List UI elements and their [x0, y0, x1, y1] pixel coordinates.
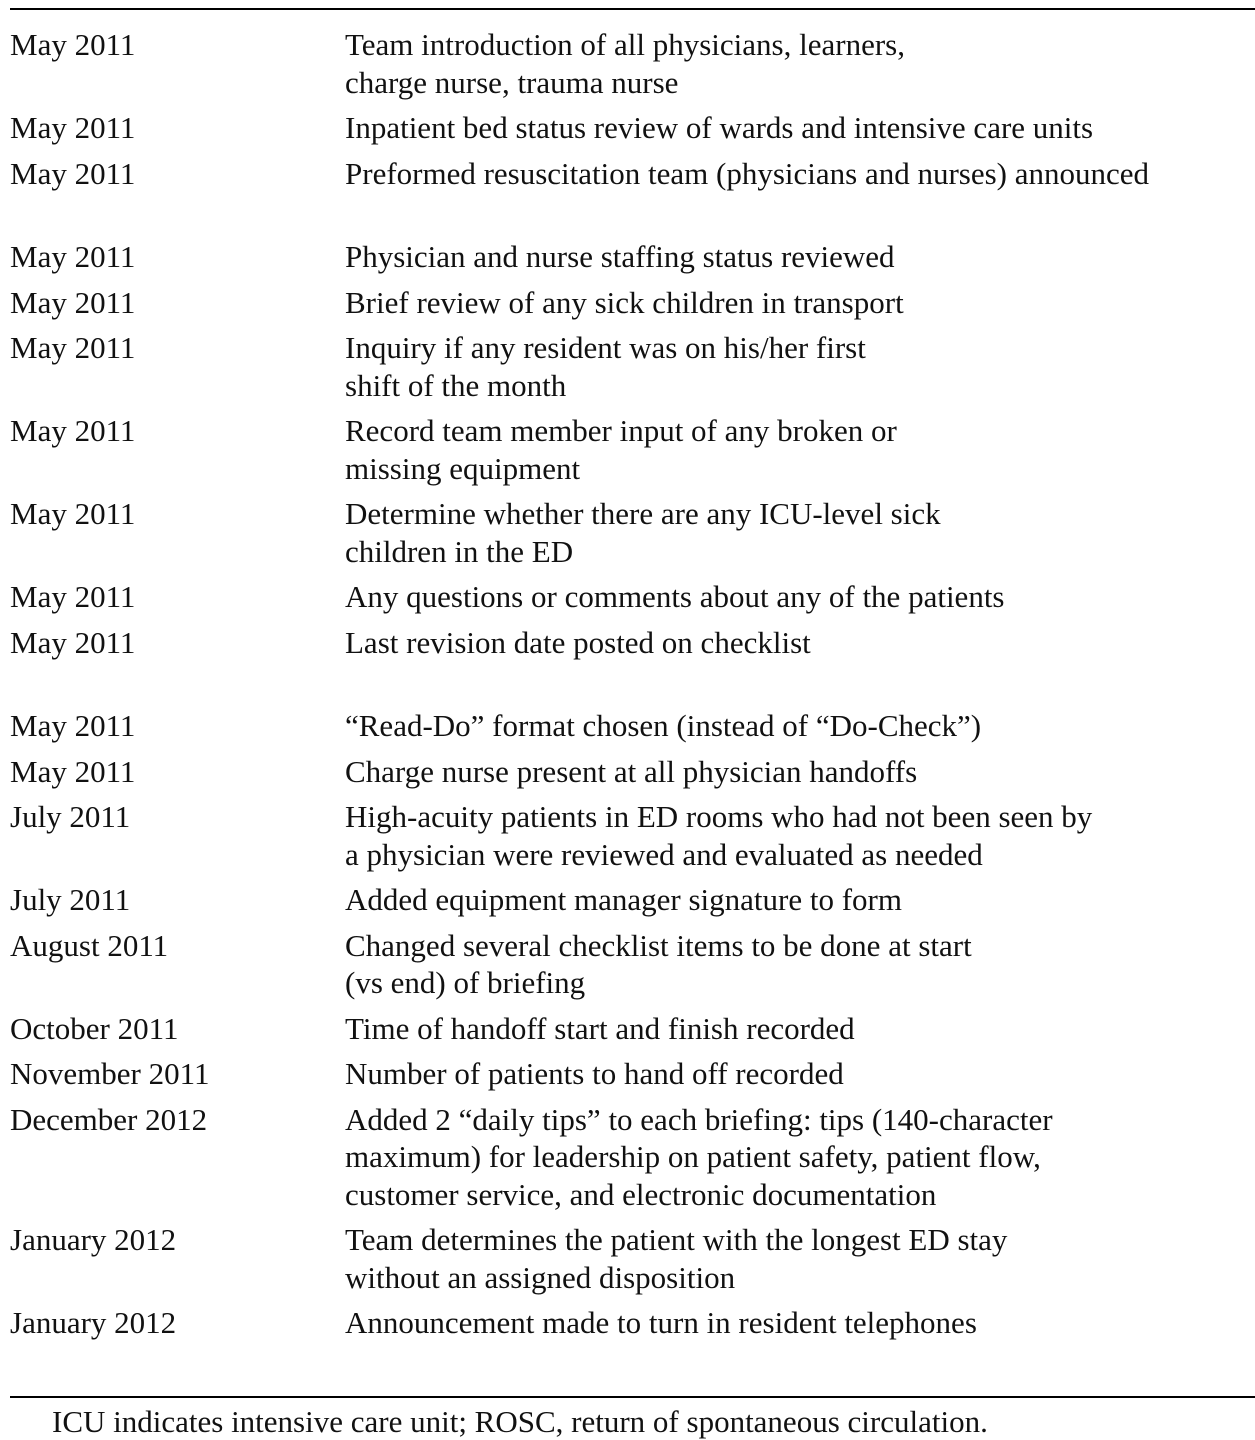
table-row [0, 707, 1255, 745]
checklist-revision-table [0, 26, 1255, 1342]
table-row [0, 624, 1255, 662]
row-date: May 2011 [10, 708, 136, 743]
row-date: May 2011 [10, 413, 136, 448]
table-row [0, 578, 1255, 616]
row-description: Number of patients to hand off recorded [345, 1056, 844, 1091]
row-description: Added equipment manager signature to form [345, 882, 902, 917]
row-description: Changed several checklist items to be done at start (vs end) of briefing [345, 927, 972, 1000]
row-date: January 2012 [10, 1222, 177, 1257]
table-row [0, 927, 1255, 1002]
row-date: August 2011 [10, 927, 169, 963]
row-description: Announcement made to turn in resident telephones [345, 1305, 977, 1340]
table-row [0, 109, 1255, 147]
table-row [0, 1304, 1255, 1342]
table-row [0, 329, 1255, 404]
row-description: Charge nurse present at all physician handoffs [345, 753, 918, 789]
row-description: Physician and nurse staffing status reviewed [345, 239, 895, 274]
table-row [0, 155, 1255, 193]
table-row [0, 238, 1255, 276]
row-description: Last revision date posted on checklist [345, 624, 811, 660]
row-date: May 2011 [10, 579, 136, 614]
table-row [0, 881, 1255, 919]
row-description: Determine whether there are any ICU-level sick children in the ED [345, 496, 941, 569]
row-date: January 2012 [10, 1305, 177, 1340]
row-date: May 2011 [10, 753, 136, 789]
row-description: Record team member input of any broken or missing equipment [345, 413, 897, 486]
row-date: May 2011 [10, 155, 136, 191]
table-row [0, 495, 1255, 570]
table-row [0, 1055, 1255, 1093]
row-description: Any questions or comments about any of the patients [345, 579, 1005, 614]
table-row [0, 798, 1255, 873]
row-date: October 2011 [10, 1010, 179, 1046]
row-description: Brief review of any sick children in transport [345, 284, 904, 320]
row-description: “Read-Do” format chosen (instead of “Do-Check”) [345, 708, 982, 743]
row-date: December 2012 [10, 1101, 208, 1137]
row-description: Inquiry if any resident was on his/her first shift of the month [345, 330, 866, 403]
row-date: May 2011 [10, 110, 136, 145]
row-date: May 2011 [10, 27, 136, 62]
row-date: May 2011 [10, 330, 136, 365]
row-date: November 2011 [10, 1056, 210, 1091]
table-row [0, 753, 1255, 791]
row-date: May 2011 [10, 239, 136, 274]
table-row [0, 1010, 1255, 1048]
table-row [0, 26, 1255, 101]
row-date: May 2011 [10, 624, 136, 660]
row-description: Added 2 “daily tips” to each briefing: tips (140-character maximum) for leadership on patient safety, patient flow, customer service, and electronic documentation [345, 1101, 1053, 1212]
row-description: High-acuity patients in ED rooms who had not been seen by a physician were reviewed and evaluated as needed [345, 799, 1093, 872]
table-row [0, 1221, 1255, 1296]
row-date: July 2011 [10, 799, 131, 834]
table-top-rule [10, 8, 1255, 10]
table-footnote: ICU indicates intensive care unit; ROSC, return of spontaneous circulation. [52, 1404, 988, 1439]
row-description: Time of handoff start and finish recorded [345, 1010, 855, 1046]
row-description: Preformed resuscitation team (physicians and nurses) announced [345, 155, 1150, 191]
row-description: Team determines the patient with the longest ED stay without an assigned disposition [345, 1222, 1008, 1295]
table-row [0, 284, 1255, 322]
table-row [0, 412, 1255, 487]
row-description: Team introduction of all physicians, learners, charge nurse, trauma nurse [345, 27, 905, 100]
table-row [0, 1101, 1255, 1214]
row-description: Inpatient bed status review of wards and intensive care units [345, 110, 1094, 145]
row-date: July 2011 [10, 882, 131, 917]
row-date: May 2011 [10, 284, 136, 320]
table-bottom-rule [10, 1396, 1255, 1398]
row-date: May 2011 [10, 496, 136, 531]
